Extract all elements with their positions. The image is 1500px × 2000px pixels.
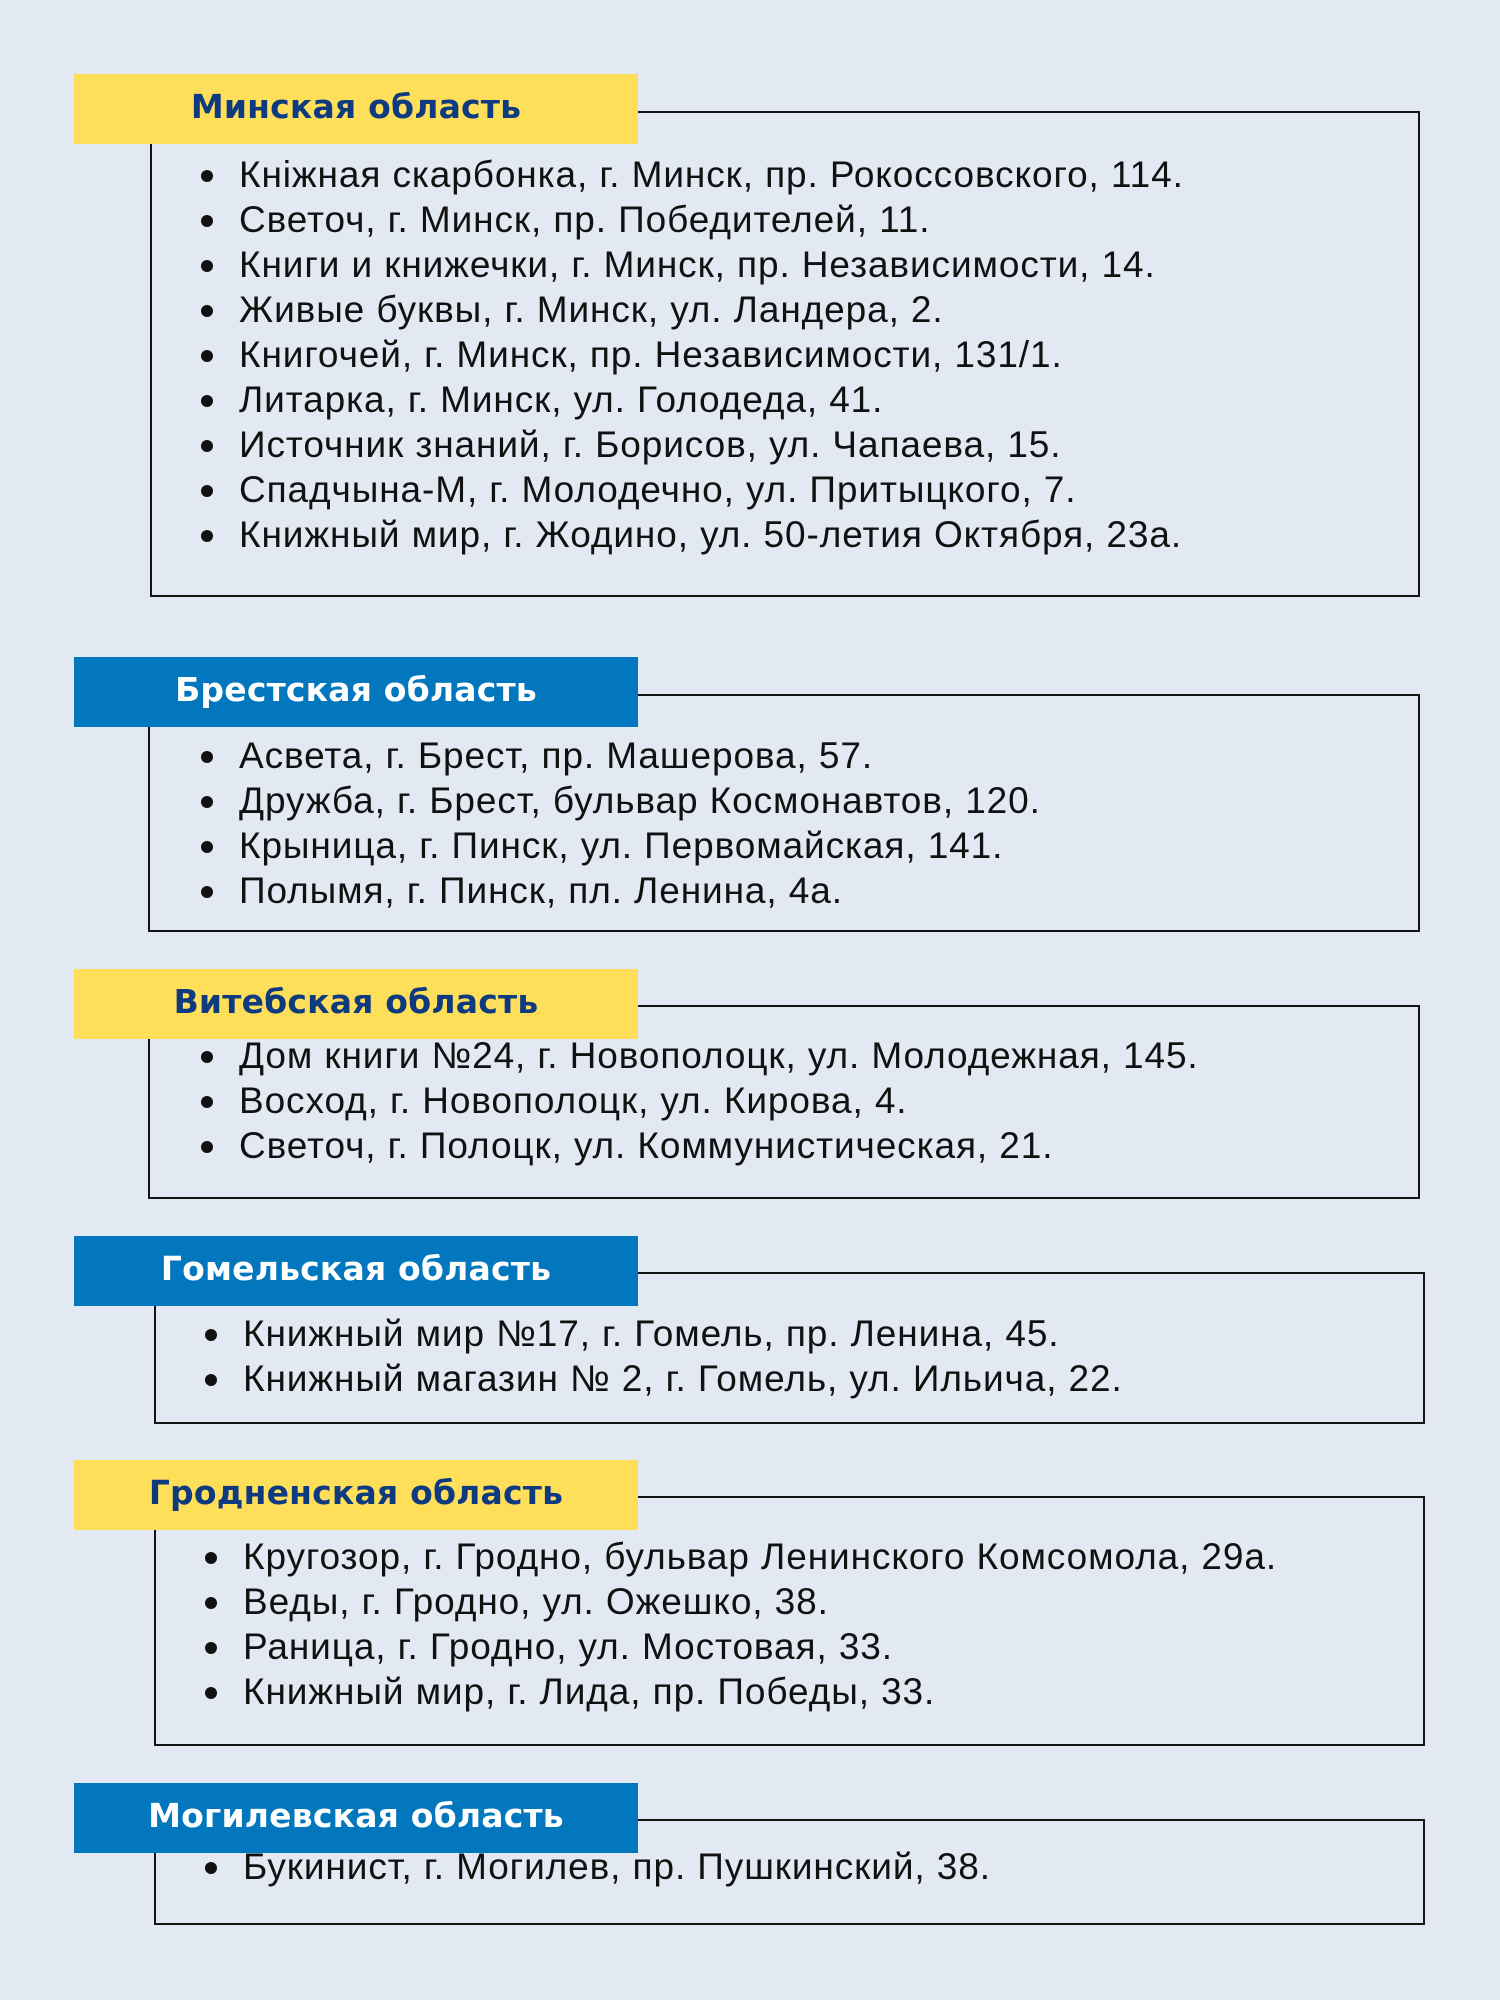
- store-address: Кругозор, г. Гродно, бульвар Ленинского Комсомола, 29а.: [243, 1536, 1278, 1577]
- bullet-icon: [201, 796, 213, 808]
- list-item: [201, 287, 1184, 332]
- store-address: Книжный мир, г. Жодино, ул. 50-летия Октября, 23а.: [239, 514, 1183, 555]
- store-address: Дом книги №24, г. Новополоцк, ул. Молодежная, 145.: [239, 1035, 1199, 1076]
- list-item: [201, 422, 1184, 467]
- bullet-icon: [201, 440, 213, 452]
- store-address: Книги и книжечки, г. Минск, пр. Независимости, 14.: [239, 244, 1156, 285]
- bullet-icon: [201, 886, 213, 898]
- store-list: [205, 1311, 1123, 1401]
- list-item: [201, 377, 1184, 422]
- store-list: [201, 733, 1041, 913]
- bullet-icon: [201, 485, 213, 497]
- region-title: Минская область: [190, 86, 522, 126]
- list-item: [205, 1844, 991, 1889]
- store-address: Кніжная скарбонка, г. Минск, пр. Рокоссовского, 114.: [239, 154, 1184, 195]
- region-title: Гомельская область: [160, 1248, 552, 1288]
- list-item: [201, 197, 1184, 242]
- list-item: [205, 1669, 1277, 1714]
- bullet-icon: [201, 530, 213, 542]
- region-header: [74, 74, 638, 144]
- region-header: [74, 657, 638, 727]
- region-header: [74, 1460, 638, 1530]
- list-item: [201, 1033, 1199, 1078]
- region-header: [74, 969, 638, 1039]
- store-address: Букинист, г. Могилев, пр. Пушкинский, 38.: [243, 1846, 991, 1887]
- bullet-icon: [201, 1051, 213, 1063]
- bullet-icon: [201, 305, 213, 317]
- list-item: [201, 823, 1041, 868]
- list-item: [205, 1579, 1277, 1624]
- region-header: [74, 1236, 638, 1306]
- bullet-icon: [201, 751, 213, 763]
- store-address: Живые буквы, г. Минск, ул. Ландера, 2.: [239, 289, 944, 330]
- bullet-icon: [201, 215, 213, 227]
- store-address: Светоч, г. Полоцк, ул. Коммунистическая, 21.: [239, 1125, 1054, 1166]
- store-address: Раница, г. Гродно, ул. Мостовая, 33.: [243, 1626, 893, 1667]
- list-item: [201, 868, 1041, 913]
- bullet-icon: [205, 1687, 217, 1699]
- list-item: [201, 1123, 1199, 1168]
- store-address: Источник знаний, г. Борисов, ул. Чапаева, 15.: [239, 424, 1062, 465]
- region-title: Могилевская область: [148, 1795, 564, 1835]
- list-item: [201, 778, 1041, 823]
- list-item: [205, 1534, 1277, 1579]
- store-list: [205, 1534, 1277, 1714]
- region-title: Витебская область: [173, 981, 539, 1021]
- list-item: [201, 512, 1184, 557]
- store-address: Книжный мир №17, г. Гомель, пр. Ленина, 45.: [243, 1313, 1060, 1354]
- list-item: [201, 242, 1184, 287]
- region-title: Гродненская область: [148, 1472, 564, 1512]
- store-address: Книгочей, г. Минск, пр. Независимости, 131/1.: [239, 334, 1063, 375]
- bullet-icon: [201, 1141, 213, 1153]
- bullet-icon: [201, 170, 213, 182]
- store-list: [205, 1844, 991, 1889]
- list-item: [201, 467, 1184, 512]
- bullet-icon: [201, 260, 213, 272]
- list-item: [205, 1356, 1123, 1401]
- store-list: [201, 1033, 1199, 1168]
- list-item: [201, 332, 1184, 377]
- store-address: Крыница, г. Пинск, ул. Первомайская, 141.: [239, 825, 1004, 866]
- bullet-icon: [201, 350, 213, 362]
- list-item: [201, 733, 1041, 778]
- bullet-icon: [201, 1096, 213, 1108]
- store-address: Светоч, г. Минск, пр. Победителей, 11.: [239, 199, 931, 240]
- bullet-icon: [201, 841, 213, 853]
- list-item: [205, 1624, 1277, 1669]
- bullet-icon: [205, 1642, 217, 1654]
- store-address: Дружба, г. Брест, бульвар Космонавтов, 120.: [239, 780, 1041, 821]
- store-address: Спадчына-М, г. Молодечно, ул. Притыцкого, 7.: [239, 469, 1077, 510]
- bullet-icon: [201, 395, 213, 407]
- bullet-icon: [205, 1552, 217, 1564]
- store-list: [201, 152, 1184, 557]
- list-item: [201, 152, 1184, 197]
- bullet-icon: [205, 1374, 217, 1386]
- store-address: Асвета, г. Брест, пр. Машерова, 57.: [239, 735, 874, 776]
- store-address: Веды, г. Гродно, ул. Ожешко, 38.: [243, 1581, 829, 1622]
- store-address: Литарка, г. Минск, ул. Голодеда, 41.: [239, 379, 884, 420]
- list-item: [201, 1078, 1199, 1123]
- bullet-icon: [205, 1329, 217, 1341]
- bullet-icon: [205, 1597, 217, 1609]
- region-title: Брестская область: [175, 669, 537, 709]
- store-address: Восход, г. Новополоцк, ул. Кирова, 4.: [239, 1080, 908, 1121]
- store-address: Полымя, г. Пинск, пл. Ленина, 4а.: [239, 870, 843, 911]
- store-address: Книжный магазин № 2, г. Гомель, ул. Ильича, 22.: [243, 1358, 1123, 1399]
- store-address: Книжный мир, г. Лида, пр. Победы, 33.: [243, 1671, 936, 1712]
- region-header: [74, 1783, 638, 1853]
- list-item: [205, 1311, 1123, 1356]
- bullet-icon: [205, 1862, 217, 1874]
